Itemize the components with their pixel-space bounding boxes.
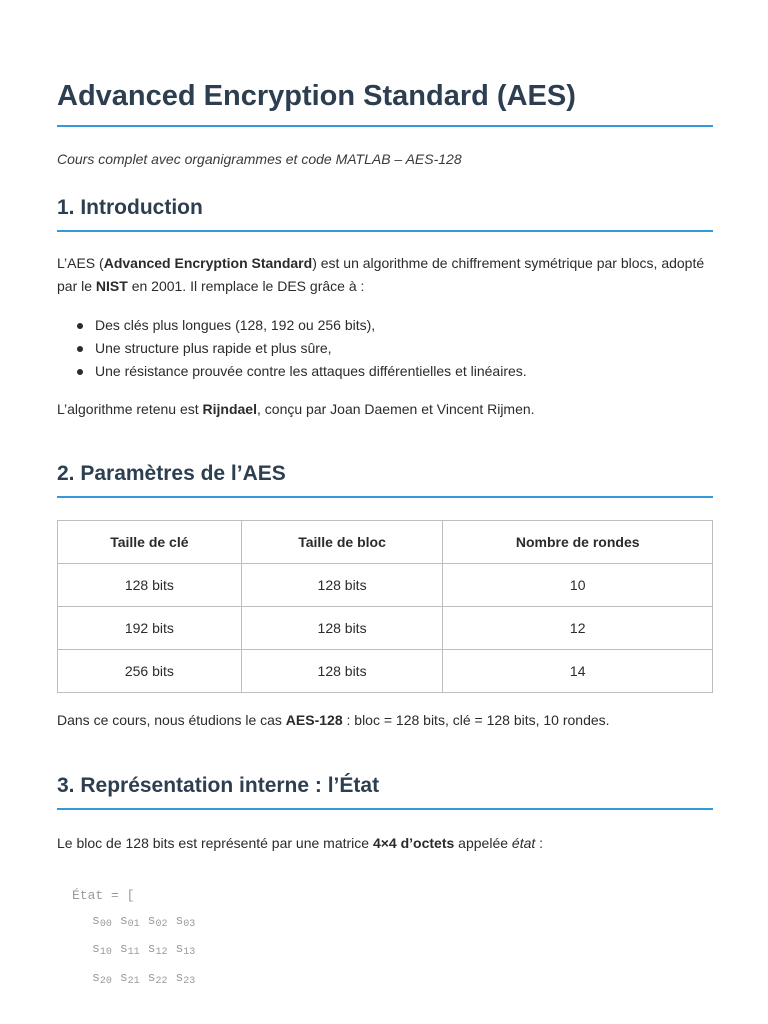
page-subtitle: Cours complet avec organigrammes et code MATLAB – AES-128 — [57, 151, 462, 167]
table-cell: 256 bits — [58, 650, 242, 693]
intro-paragraph: L’AES (Advanced Encryption Standard) est un algorithme de chiffrement symétrique par blocs, adopté par le NIST en 2001. Il remplace le DES grâce à : — [57, 255, 705, 294]
list-item: Une résistance prouvée contre les attaques différentielles et linéaires. — [57, 360, 697, 383]
column-header: Taille de clé — [58, 521, 242, 564]
list-item: Une structure plus rapide et plus sûre, — [57, 337, 697, 360]
column-header: Taille de bloc — [241, 521, 443, 564]
table-cell: 14 — [443, 650, 713, 693]
table-row — [58, 564, 713, 607]
state-matrix-code-block — [72, 884, 203, 994]
page-title: Advanced Encryption Standard (AES) — [57, 80, 713, 127]
intro-bullet-list — [57, 314, 697, 383]
table-cell: 192 bits — [58, 607, 242, 650]
table-cell: 10 — [443, 564, 713, 607]
table-cell: 128 bits — [241, 564, 443, 607]
matrix-row: $s_{00}$ $s_{01}$ $s_{02}$ $s_{03}$ — [92, 912, 196, 930]
matrix-row: $s_{10}$ $s_{11}$ $s_{12}$ $s_{13}$ — [92, 941, 196, 958]
table-row — [58, 607, 713, 650]
section-heading-introduction: 1. Introduction — [57, 196, 713, 232]
column-header: Nombre de rondes — [443, 521, 713, 564]
table-cell: 128 bits — [241, 650, 443, 693]
table-header-row — [58, 521, 713, 564]
aes128-note-paragraph: Dans ce cours, nous étudions le cas AES-128 : bloc = 128 bits, clé = 128 bits, 10 rondes. — [57, 712, 610, 728]
table-cell: 128 bits — [58, 564, 242, 607]
matrix-row: $s_{20}$ $s_{21}$ $s_{22}$ $s_{23}$ — [92, 969, 196, 987]
table-cell: 128 bits — [241, 607, 443, 650]
list-item: Des clés plus longues (128, 192 ou 256 bits), — [57, 314, 697, 337]
rijndael-paragraph: L’algorithme retenu est Rijndael, conçu par Joan Daemen et Vincent Rijmen. — [57, 401, 535, 417]
section-heading-parametres: 2. Paramètres de l’AES — [57, 462, 713, 498]
code-open-line: État = [ — [72, 888, 135, 903]
section-heading-etat: 3. Représentation interne : l’État — [57, 774, 713, 810]
table-row — [58, 650, 713, 693]
state-paragraph: Le bloc de 128 bits est représenté par une matrice 4×4 d’octets appelée état : — [57, 835, 544, 851]
table-cell: 12 — [443, 607, 713, 650]
aes-parameters-table — [57, 520, 713, 693]
